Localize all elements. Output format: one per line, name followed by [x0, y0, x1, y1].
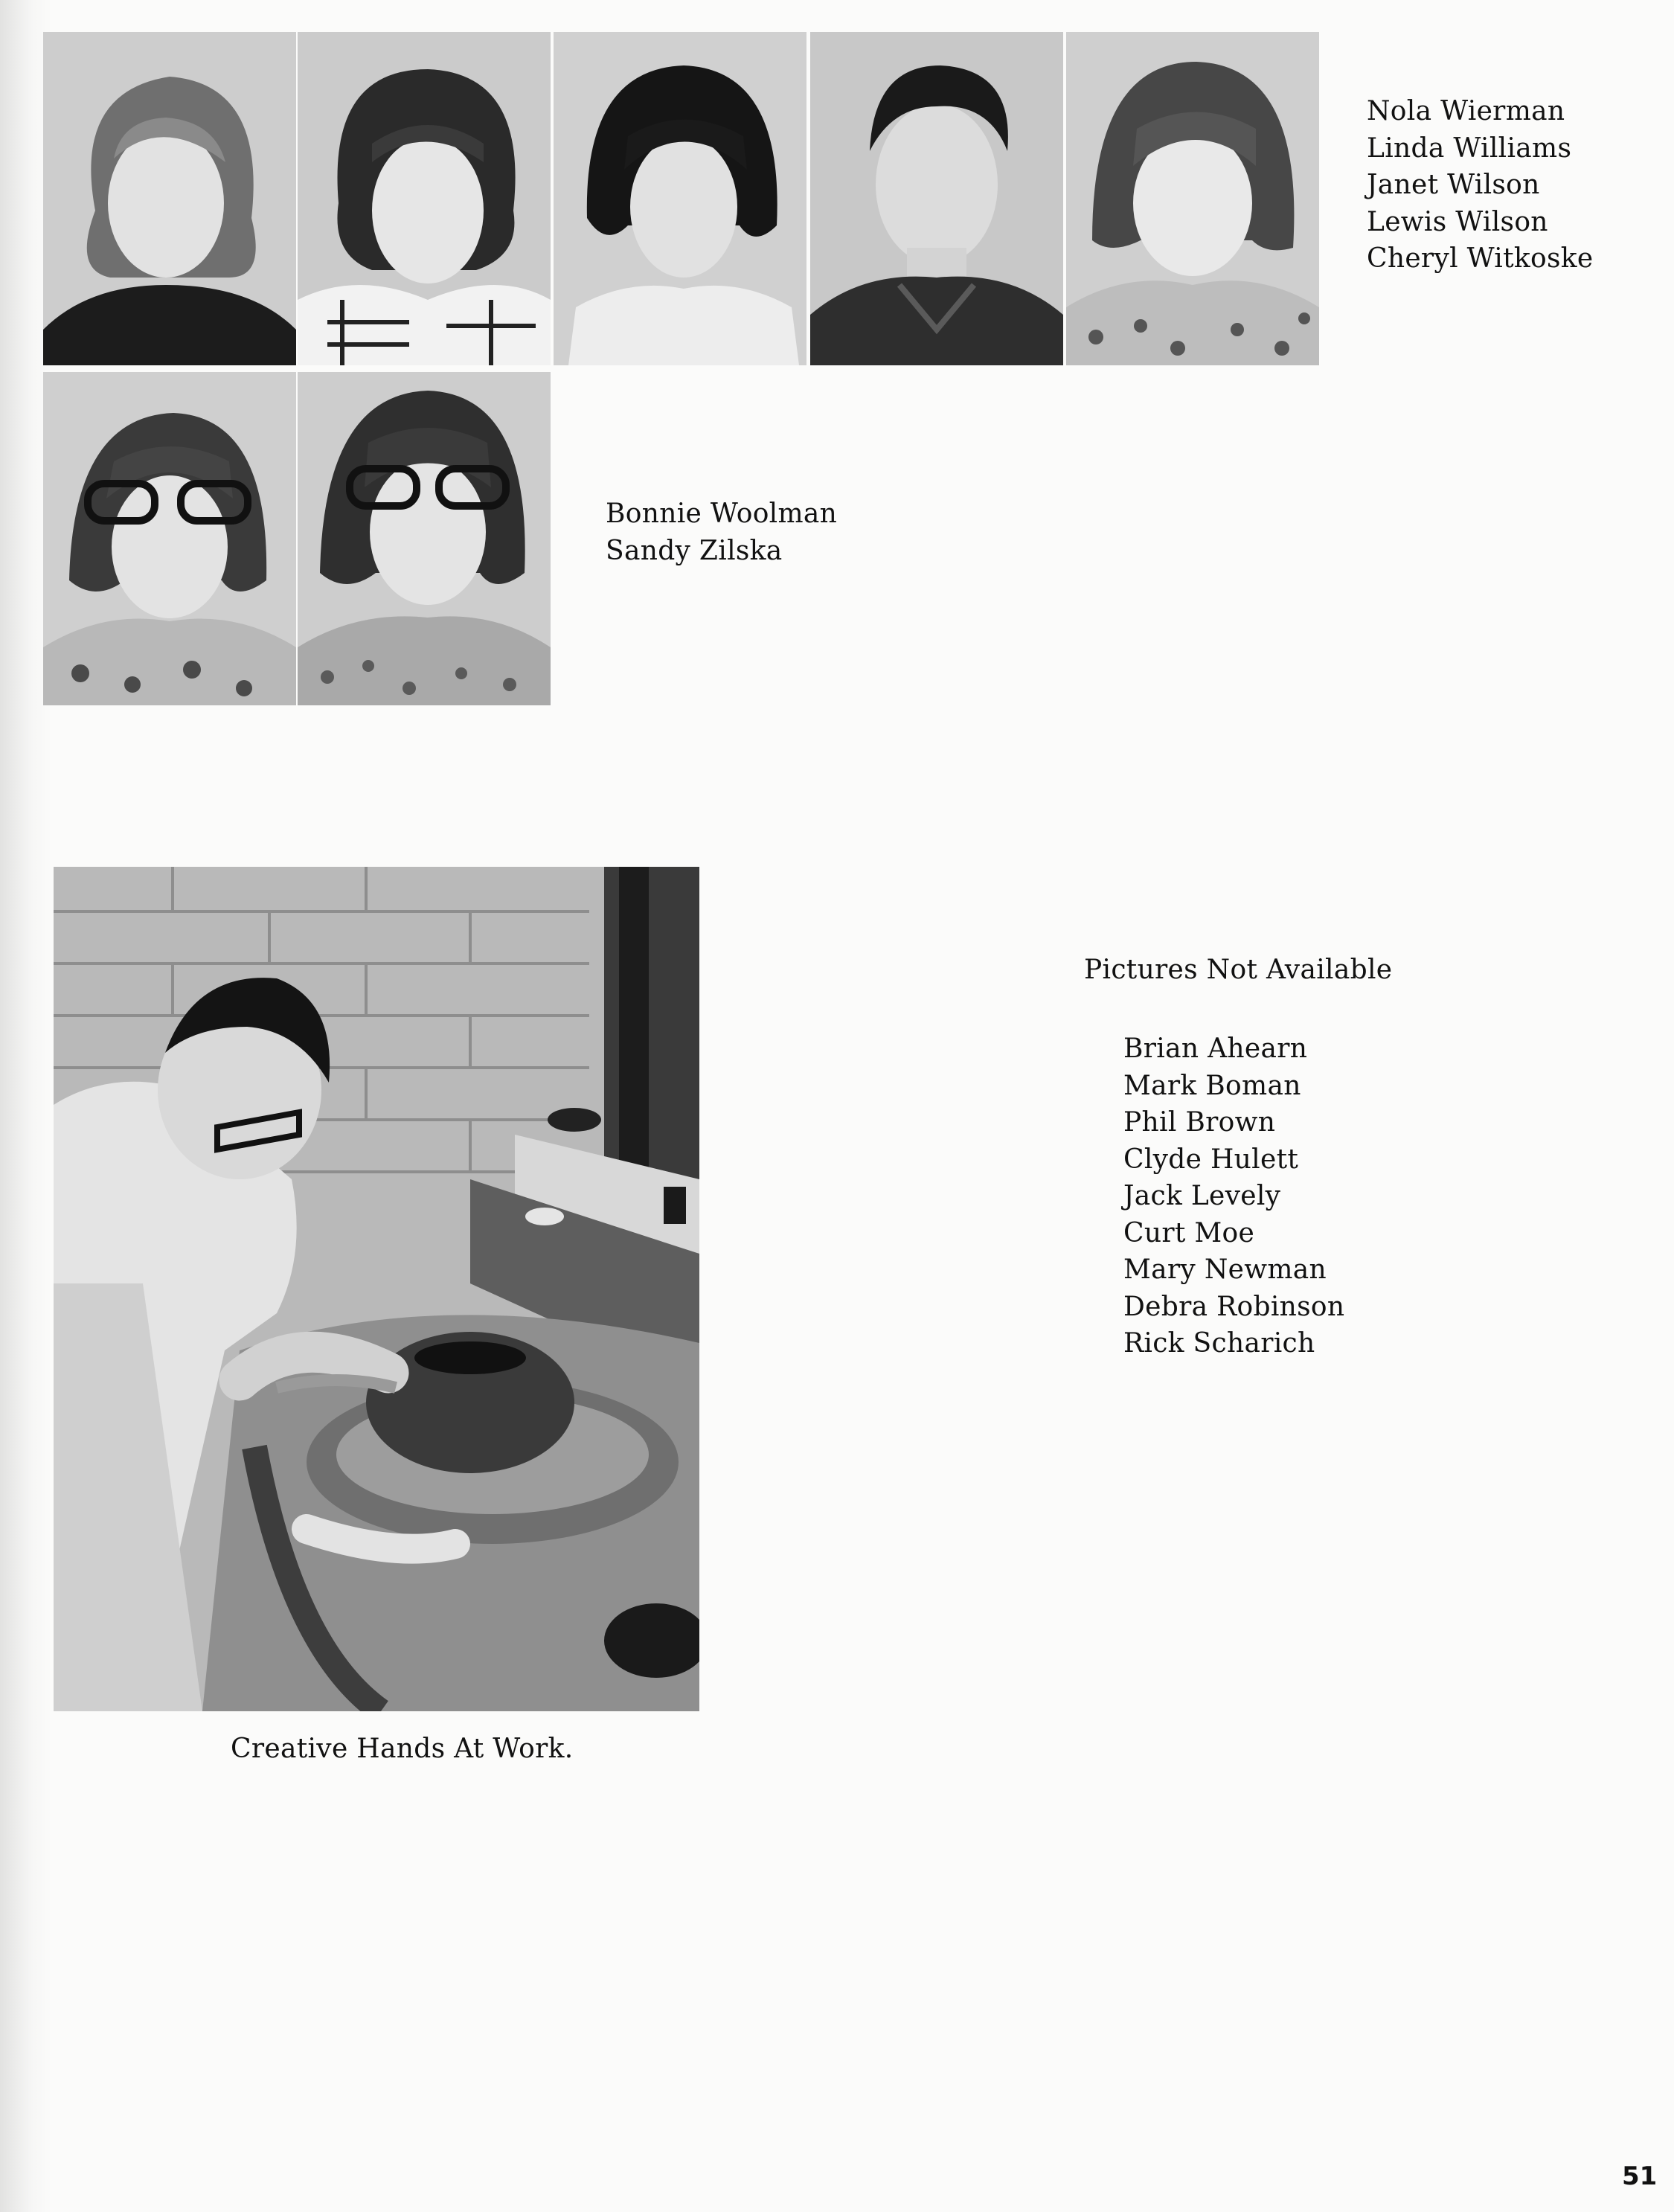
name-item: Clyde Hulett [1123, 1144, 1299, 1175]
name-item: Debra Robinson [1123, 1291, 1345, 1322]
name-item: Janet Wilson [1367, 170, 1540, 200]
not-available-name-list [1123, 1030, 1344, 1362]
name-item: Sandy Zilska [606, 535, 783, 566]
portrait-cheryl-witkoske [1066, 32, 1319, 365]
not-available-heading: Pictures Not Available [1084, 955, 1393, 985]
portrait-lewis-wilson [810, 32, 1063, 365]
name-item: Bonnie Woolman [606, 498, 838, 529]
name-item: Phil Brown [1123, 1107, 1276, 1138]
page-number: 51 [1622, 2161, 1658, 2191]
pottery-photo [54, 867, 699, 1711]
name-item: Brian Ahearn [1123, 1033, 1308, 1064]
row2-name-list [606, 496, 837, 569]
name-item: Rick Scharich [1123, 1328, 1315, 1359]
name-item: Mary Newman [1123, 1254, 1327, 1285]
portrait-nola-wierman [43, 32, 296, 365]
portrait-janet-wilson [554, 32, 806, 365]
row1-name-list [1367, 93, 1593, 278]
name-item: Cheryl Witkoske [1367, 243, 1594, 274]
name-item: Mark Boman [1123, 1070, 1301, 1101]
name-item: Jack Levely [1123, 1181, 1281, 1211]
name-item: Nola Wierman [1367, 96, 1565, 126]
name-item: Linda Williams [1367, 132, 1572, 164]
portrait-bonnie-woolman [43, 372, 296, 705]
name-item: Curt Moe [1123, 1217, 1255, 1248]
photo-caption: Creative Hands At Work. [231, 1734, 574, 1764]
portrait-linda-williams [298, 32, 551, 365]
portrait-sandy-zilska [298, 372, 551, 705]
name-item: Lewis Wilson [1367, 206, 1548, 237]
